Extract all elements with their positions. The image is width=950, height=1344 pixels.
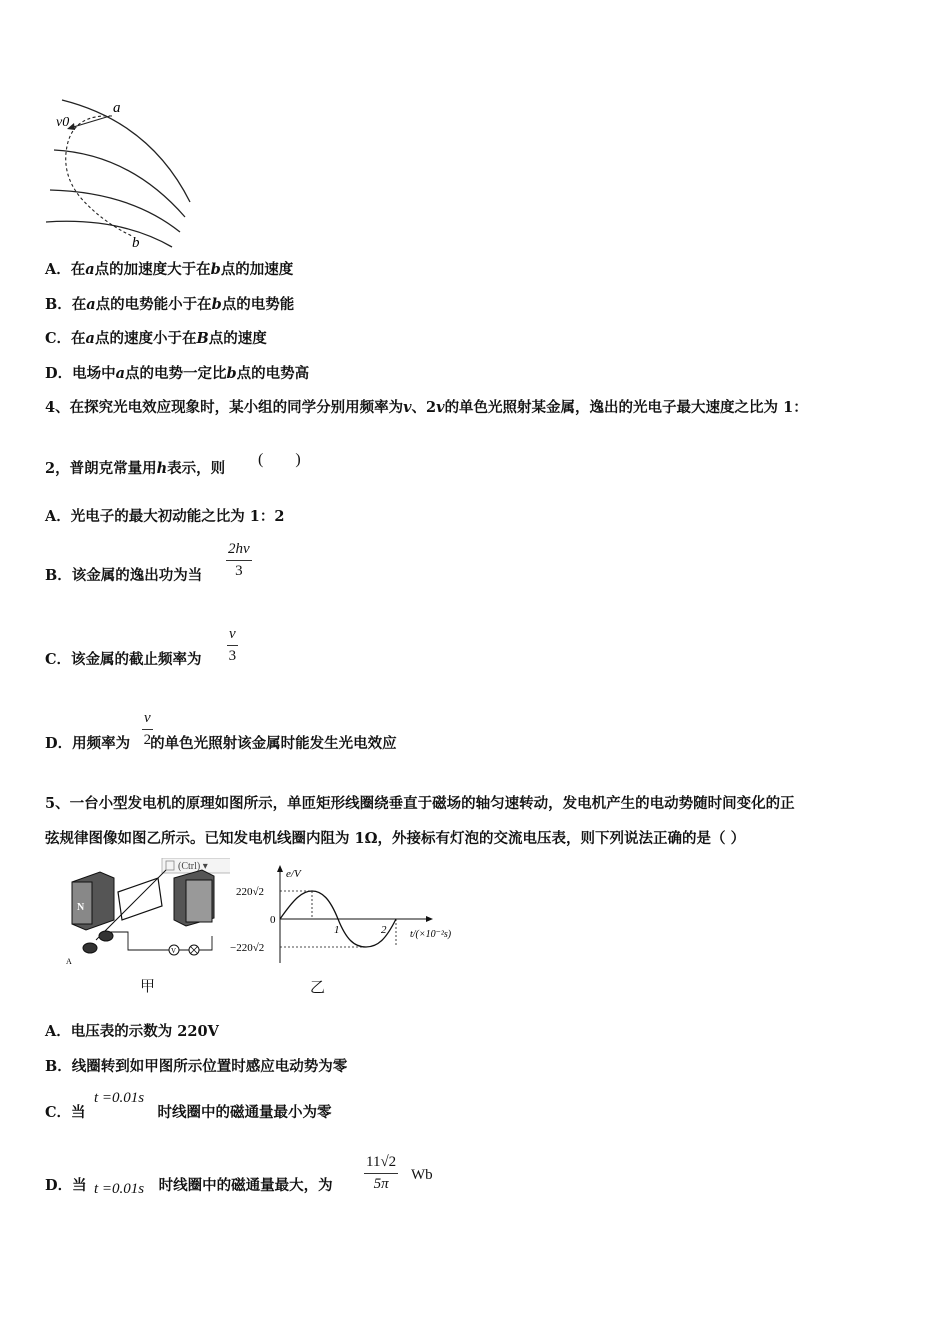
text: C．当 [45, 1104, 86, 1121]
q5-option-d-unit: Wb [411, 1167, 433, 1183]
label-a: a [113, 100, 121, 116]
y-arrow [277, 865, 283, 872]
numerator: 2hv [228, 541, 250, 557]
label-b: b [132, 235, 140, 251]
q3-option-c-label: C．在 [45, 330, 86, 347]
answer-paren: ( ) [258, 451, 301, 468]
q4-option-a[interactable]: A．光电子的最大初动能之比为 1：2 [45, 508, 285, 525]
text: 4、在探究光电效应现象时，某小组的同学分别用频率为 [45, 399, 404, 416]
text: 点的电势一定比 [124, 365, 227, 382]
var-b: b [226, 365, 237, 382]
fraction-bar [227, 645, 238, 646]
origin-label: 0 [270, 914, 276, 926]
text: 时线圈中的磁通量最大，为 [158, 1177, 333, 1194]
emf-graph [230, 863, 475, 968]
fig-jia-caption: 甲 [140, 977, 156, 995]
text: 点的加速度 [220, 261, 294, 278]
n-label: N [77, 902, 85, 913]
ctrl-text: (Ctrl) ▾ [178, 861, 208, 872]
var-v: v [403, 399, 412, 416]
label-v0: v0 [56, 115, 70, 130]
q5-option-c-math: t =0.01s [94, 1090, 145, 1106]
field-line-2 [54, 150, 185, 217]
text: 点的加速度大于在 [94, 261, 211, 278]
x-axis-label: t/(×10⁻²s) [410, 929, 452, 940]
var-a: a [85, 261, 95, 278]
text: D．用频率为 [45, 735, 131, 752]
text: D．当 [45, 1177, 87, 1194]
y-max-label: 220√2 [236, 886, 265, 898]
var-b: b [210, 261, 221, 278]
text: 点的速度 [208, 330, 267, 347]
var-a: a [86, 296, 96, 313]
generator-figure [62, 858, 230, 968]
a-label: A [66, 957, 72, 966]
coil [118, 878, 162, 920]
text: 时线圈中的磁通量最小为零 [157, 1104, 332, 1121]
fraction-bar [142, 729, 153, 730]
x-arrow [426, 916, 433, 922]
denominator: 5π [373, 1176, 389, 1192]
numerator: 11√2 [366, 1154, 397, 1170]
q4-option-b[interactable]: B．该金属的逸出功为当 [45, 567, 203, 584]
q3-option-c[interactable] [45, 329, 267, 349]
q5-option-d-math: t =0.01s [94, 1181, 145, 1197]
var-v: v [436, 399, 445, 416]
q4-option-d[interactable] [45, 734, 397, 754]
magnet-s-face [186, 880, 212, 922]
q4-stem-line2 [45, 459, 225, 479]
fig-yi-caption: 乙 [310, 978, 326, 996]
q5-option-d[interactable] [45, 1176, 333, 1196]
x-tick-2: 2 [381, 924, 387, 936]
denominator: 3 [235, 563, 243, 579]
text: 点的速度小于在 [94, 330, 197, 347]
text: 的单色光照射该金属时能发生光电效应 [150, 735, 397, 752]
field-line-4 [46, 221, 172, 247]
var-a: a [115, 365, 125, 382]
fraction-bar [226, 560, 252, 561]
text: 点的电势能 [221, 296, 295, 313]
var-b: B [196, 330, 209, 347]
q4-stem-line1 [45, 398, 808, 418]
q3-option-d-label: D．电场中 [45, 365, 116, 382]
text: 点的电势高 [236, 365, 310, 382]
denominator: 2 [143, 732, 152, 748]
q3-option-b[interactable] [45, 295, 294, 315]
text: 、2 [411, 399, 437, 416]
y-axis-label: e/V [286, 868, 301, 880]
q4-option-b-fraction [226, 541, 252, 580]
q4-option-c-fraction [227, 626, 238, 665]
denominator: 3 [228, 648, 237, 664]
var-b: b [211, 296, 222, 313]
x-tick-1: 1 [334, 924, 340, 936]
field-line-1 [62, 100, 190, 202]
text: 表示，则 [167, 460, 226, 477]
q4-option-d-fraction [142, 710, 153, 749]
slip-ring-1 [99, 931, 113, 941]
field-lines-figure [40, 92, 210, 254]
var-h: h [156, 460, 168, 477]
y-min-label: −220√2 [230, 942, 265, 954]
var-a: a [85, 330, 95, 347]
q5-option-c[interactable] [45, 1103, 332, 1123]
q5-option-b[interactable]: B．线圈转到如甲图所示位置时感应电动势为零 [45, 1058, 348, 1075]
fraction-bar [364, 1173, 398, 1174]
trajectory-dashed [66, 116, 132, 236]
numerator: v [229, 626, 236, 642]
meter-label: V [171, 947, 177, 955]
q5-stem-line2: 弦规律图像如图乙所示。已知发电机线圈内阻为 1Ω，外接标有灯泡的交流电压表，则下列说法正确的是（ ） [45, 830, 746, 847]
text: 点的电势能小于在 [95, 296, 212, 313]
velocity-arrow [70, 116, 110, 128]
q4-option-c[interactable]: C．该金属的截止频率为 [45, 651, 202, 668]
numerator: v [144, 710, 151, 726]
q5-stem-line1: 5、一台小型发电机的原理如图所示，单匝矩形线圈绕垂直于磁场的轴匀速转动，发电机产生的电动势随时间变化的正 [45, 795, 795, 812]
q3-option-a[interactable] [45, 260, 293, 280]
q3-option-d[interactable] [45, 364, 309, 384]
q5-option-a[interactable]: A．电压表的示数为 220V [45, 1023, 219, 1040]
text: 的单色光照射某金属，逸出的光电子最大速度之比为 1： [444, 399, 808, 416]
slip-ring-2 [83, 943, 97, 953]
text: 2，普朗克常量用 [45, 460, 157, 477]
q3-option-a-label: A．在 [45, 261, 86, 278]
q3-option-b-label: B．在 [45, 296, 87, 313]
q5-option-d-fraction [364, 1154, 398, 1193]
